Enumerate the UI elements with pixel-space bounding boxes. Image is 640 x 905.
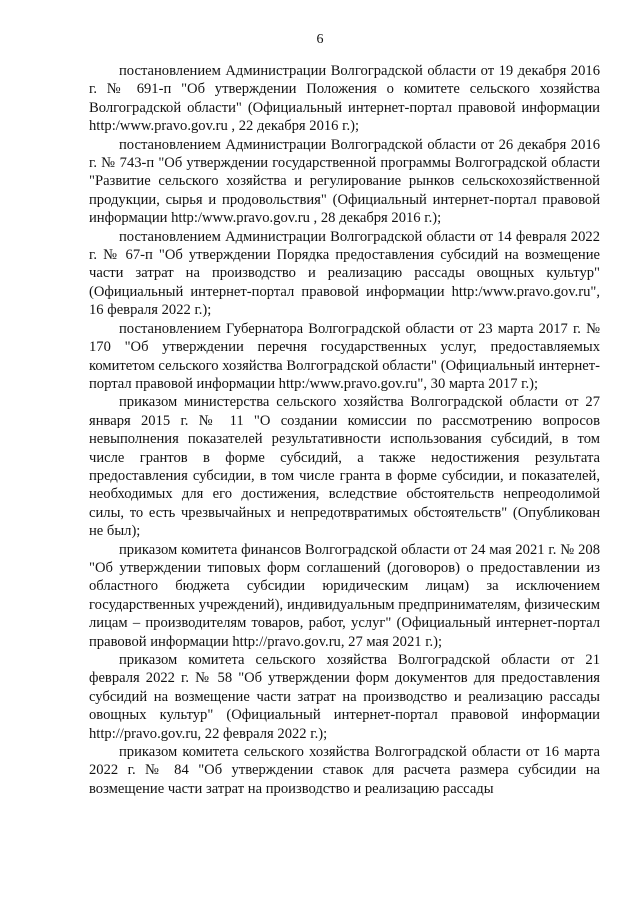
paragraph: постановлением Администрации Волгоградской области от 14 февраля 2022 г. № 67-п "Об утверждении Порядка предоставления субсидий на возмещение части затрат на производство и реализацию рассады овощных культур" (Официальный интернет-портал правовой информации http:/www.pravo.gov.ru", 16 февраля 2022 г.); bbox=[89, 228, 600, 319]
paragraph: приказом министерства сельского хозяйства Волгоградской области от 27 января 2015 г. № 11 "О создании комиссии по рассмотрению вопросов невыполнения показателей результативности использования субсидий, в том числе грантов в форме субсидий, а также недостижения результата предоставления субсидии, в том числе гранта в форме субсидии, и показателей, необходимых для его достижения, вследствие обстоятельств непреодолимой силы, то есть чрезвычайных и непредотвратимых обстоятельств" (Опубликован не был); bbox=[89, 394, 600, 540]
page-number: 6 bbox=[316, 32, 324, 47]
paragraph: приказом комитета финансов Волгоградской области от 24 мая 2021 г. № 208 "Об утверждении типовых форм соглашений (договоров) о предоставлении из областного бюджета субсидии юридическим лицам) за исключением государственных учреждений), индивидуальным предпринимателям, физическим лицам – производителям товаров, работ, услуг" (Официальный интернет-портал правовой информации http://pravo.gov.ru, 27 мая 2021 г.); bbox=[89, 541, 600, 650]
document-body bbox=[89, 62, 600, 798]
paragraph: приказом комитета сельского хозяйства Волгоградской области от 16 марта 2022 г. № 84 "Об утверждении ставок для расчета размера субсидии на возмещение части затрат на производство и реализацию рассады bbox=[89, 744, 600, 797]
paragraph: постановлением Администрации Волгоградской области от 26 декабря 2016 г. № 743-п "Об утверждении государственной программы Волгоградской области "Развитие сельского хозяйства и регулирование рынков сельскохозяйственной продукции, сырья и продовольствия" (Официальный интернет-портал правовой информации http:/www.pravo.gov.ru , 28 декабря 2016 г.); bbox=[89, 136, 600, 227]
paragraph: постановлением Администрации Волгоградской области от 19 декабря 2016 г. № 691-п "Об утверждении Положения о комитете сельского хозяйства Волгоградской области" (Официальный интернет-портал правовой информации http:/www.pravo.gov.ru , 22 декабря 2016 г.); bbox=[89, 63, 600, 135]
paragraph: приказом комитета сельского хозяйства Волгоградской области от 21 февраля 2022 г. № 58 "Об утверждении форм документов для предоставления субсидий на возмещение части затрат на производство и реализацию рассады овощных культур" (Официальный интернет-портал правовой информации http://pravo.gov.ru, 22 февраля 2022 г.); bbox=[89, 652, 600, 742]
paragraph: постановлением Губернатора Волгоградской области от 23 марта 2017 г. № 170 "Об утверждении перечня государственных услуг, предоставляемых комитетом сельского хозяйства Волгоградской области" (Официальный интернет-портал правовой информации http:/www.pravo.gov.ru", 30 марта 2017 г.); bbox=[89, 320, 600, 392]
